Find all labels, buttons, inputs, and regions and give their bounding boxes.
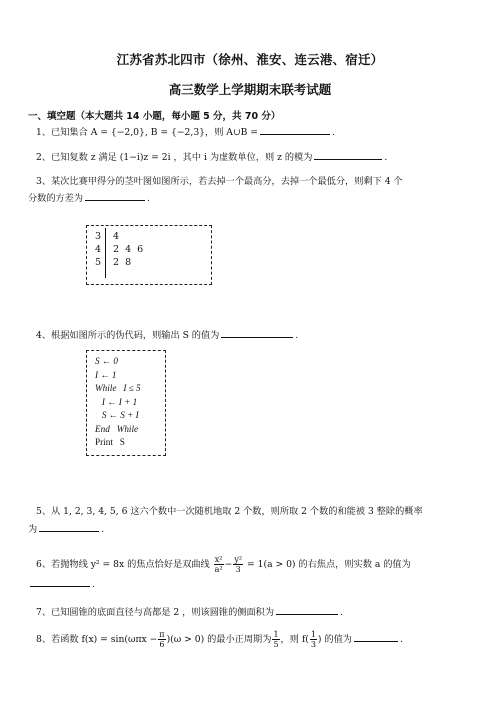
stem-value: 3	[95, 231, 102, 242]
question-6: 6、若抛物线 y² = 8x 的焦点恰好是双曲线 $\frac{\text{x²}}{\text{a²}}$ − $\frac{\text{y²}}{3}$ = 1(a > 0) 的右焦点，则实数 a 的值为	[36, 555, 411, 574]
answer-blank-1	[260, 133, 330, 135]
answer-blank-7	[276, 613, 338, 615]
question-4: 4、根据如图所示的伪代码，则输出 S 的值为 .	[36, 330, 299, 341]
question-2-text: 2、已知复数 z 满足 (1−i)z = 2i ，其中 i 为虚数单位，则 z 的模为	[36, 152, 313, 163]
question-3-line-2: 分数的方差为 .	[28, 193, 151, 204]
answer-blank-8	[354, 640, 398, 642]
question-3-line-1: 3、某次比赛甲得分的茎叶图如图所示，若去掉一个最高分，去掉一个最低分，则剩下 4 个	[36, 176, 403, 187]
question-7: 7、已知圆锥的底面直径与高都是 2 ，则该圆锥的侧面积为 .	[36, 607, 343, 618]
stem-value: 4	[95, 244, 102, 255]
leaf-values: 4	[113, 231, 120, 242]
stem-leaf-divider	[105, 228, 106, 278]
fraction: $\frac{\text{x²}}{\text{a²}}$	[214, 555, 223, 574]
stem-value: 5	[95, 257, 102, 268]
pseudo-code-line: While I ≤ 5	[95, 383, 141, 393]
answer-blank-3	[85, 199, 145, 201]
exam-subtitle: 高三数学上学期期末联考试题	[168, 82, 332, 97]
answer-blank-6	[30, 585, 90, 587]
question-5-line-1: 5、从 1, 2, 3, 4, 5, 6 这六个数中一次随机地取 2 个数，则所取 2 个数的和能被 3 整除的概率	[36, 506, 423, 517]
pseudo-code-line: S ← S + I	[95, 410, 139, 420]
question-1: 1、已知集合 A = {−2,0}, B = {−2,3}，则 A∪B = .	[36, 127, 335, 138]
pseudo-code-line: S ← 0	[95, 356, 118, 366]
fraction: $\frac{\text{y²}}{3}$	[234, 555, 243, 574]
question-8: 8、若函数 f(x) = sin(ωπx − $\frac{\pi}{6}$ )(ω > 0) 的最小正周期为 $\frac{1}{5}$ ，则 f( $\frac{1}{3}$ ) 的值为 .	[36, 630, 403, 649]
section-heading: 一、填空题（本大题共 14 小题，每小题 5 分，共 70 分）	[28, 111, 281, 122]
leaf-values: 2 4 6	[113, 244, 144, 255]
fraction: $\frac{1}{5}$	[273, 630, 279, 649]
stem-leaf-plot	[86, 225, 212, 285]
question-1-text: 1、已知集合 A = {−2,0}, B = {−2,3}，则 A∪B =	[36, 127, 259, 138]
question-4-text: 4、根据如图所示的伪代码，则输出 S 的值为	[36, 330, 220, 341]
answer-blank-4	[221, 336, 293, 338]
pseudo-code-box	[86, 350, 166, 456]
pseudo-code-line: I ← I + 1	[95, 396, 138, 407]
answer-blank-2	[314, 158, 382, 160]
fraction: $\frac{\pi}{6}$	[159, 630, 165, 649]
answer-blank-5	[39, 530, 99, 532]
leaf-values: 2 8	[113, 257, 132, 268]
pseudo-code-line: End While	[95, 423, 139, 434]
question-7-text: 7、已知圆锥的底面直径与高都是 2 ，则该圆锥的侧面积为	[36, 607, 275, 618]
pseudo-code-line: Print S	[95, 437, 125, 447]
question-5-line-2: 为 .	[28, 524, 105, 535]
question-2: 2、已知复数 z 满足 (1−i)z = 2i ，其中 i 为虚数单位，则 z 的模为 .	[36, 152, 388, 163]
question-6-line-2: .	[28, 576, 95, 594]
pseudo-code-line: I ← 1	[95, 369, 117, 380]
exam-title: 江苏省苏北四市（徐州、淮安、连云港、宿迁）	[116, 52, 384, 67]
fraction: $\frac{1}{3}$	[310, 630, 316, 649]
